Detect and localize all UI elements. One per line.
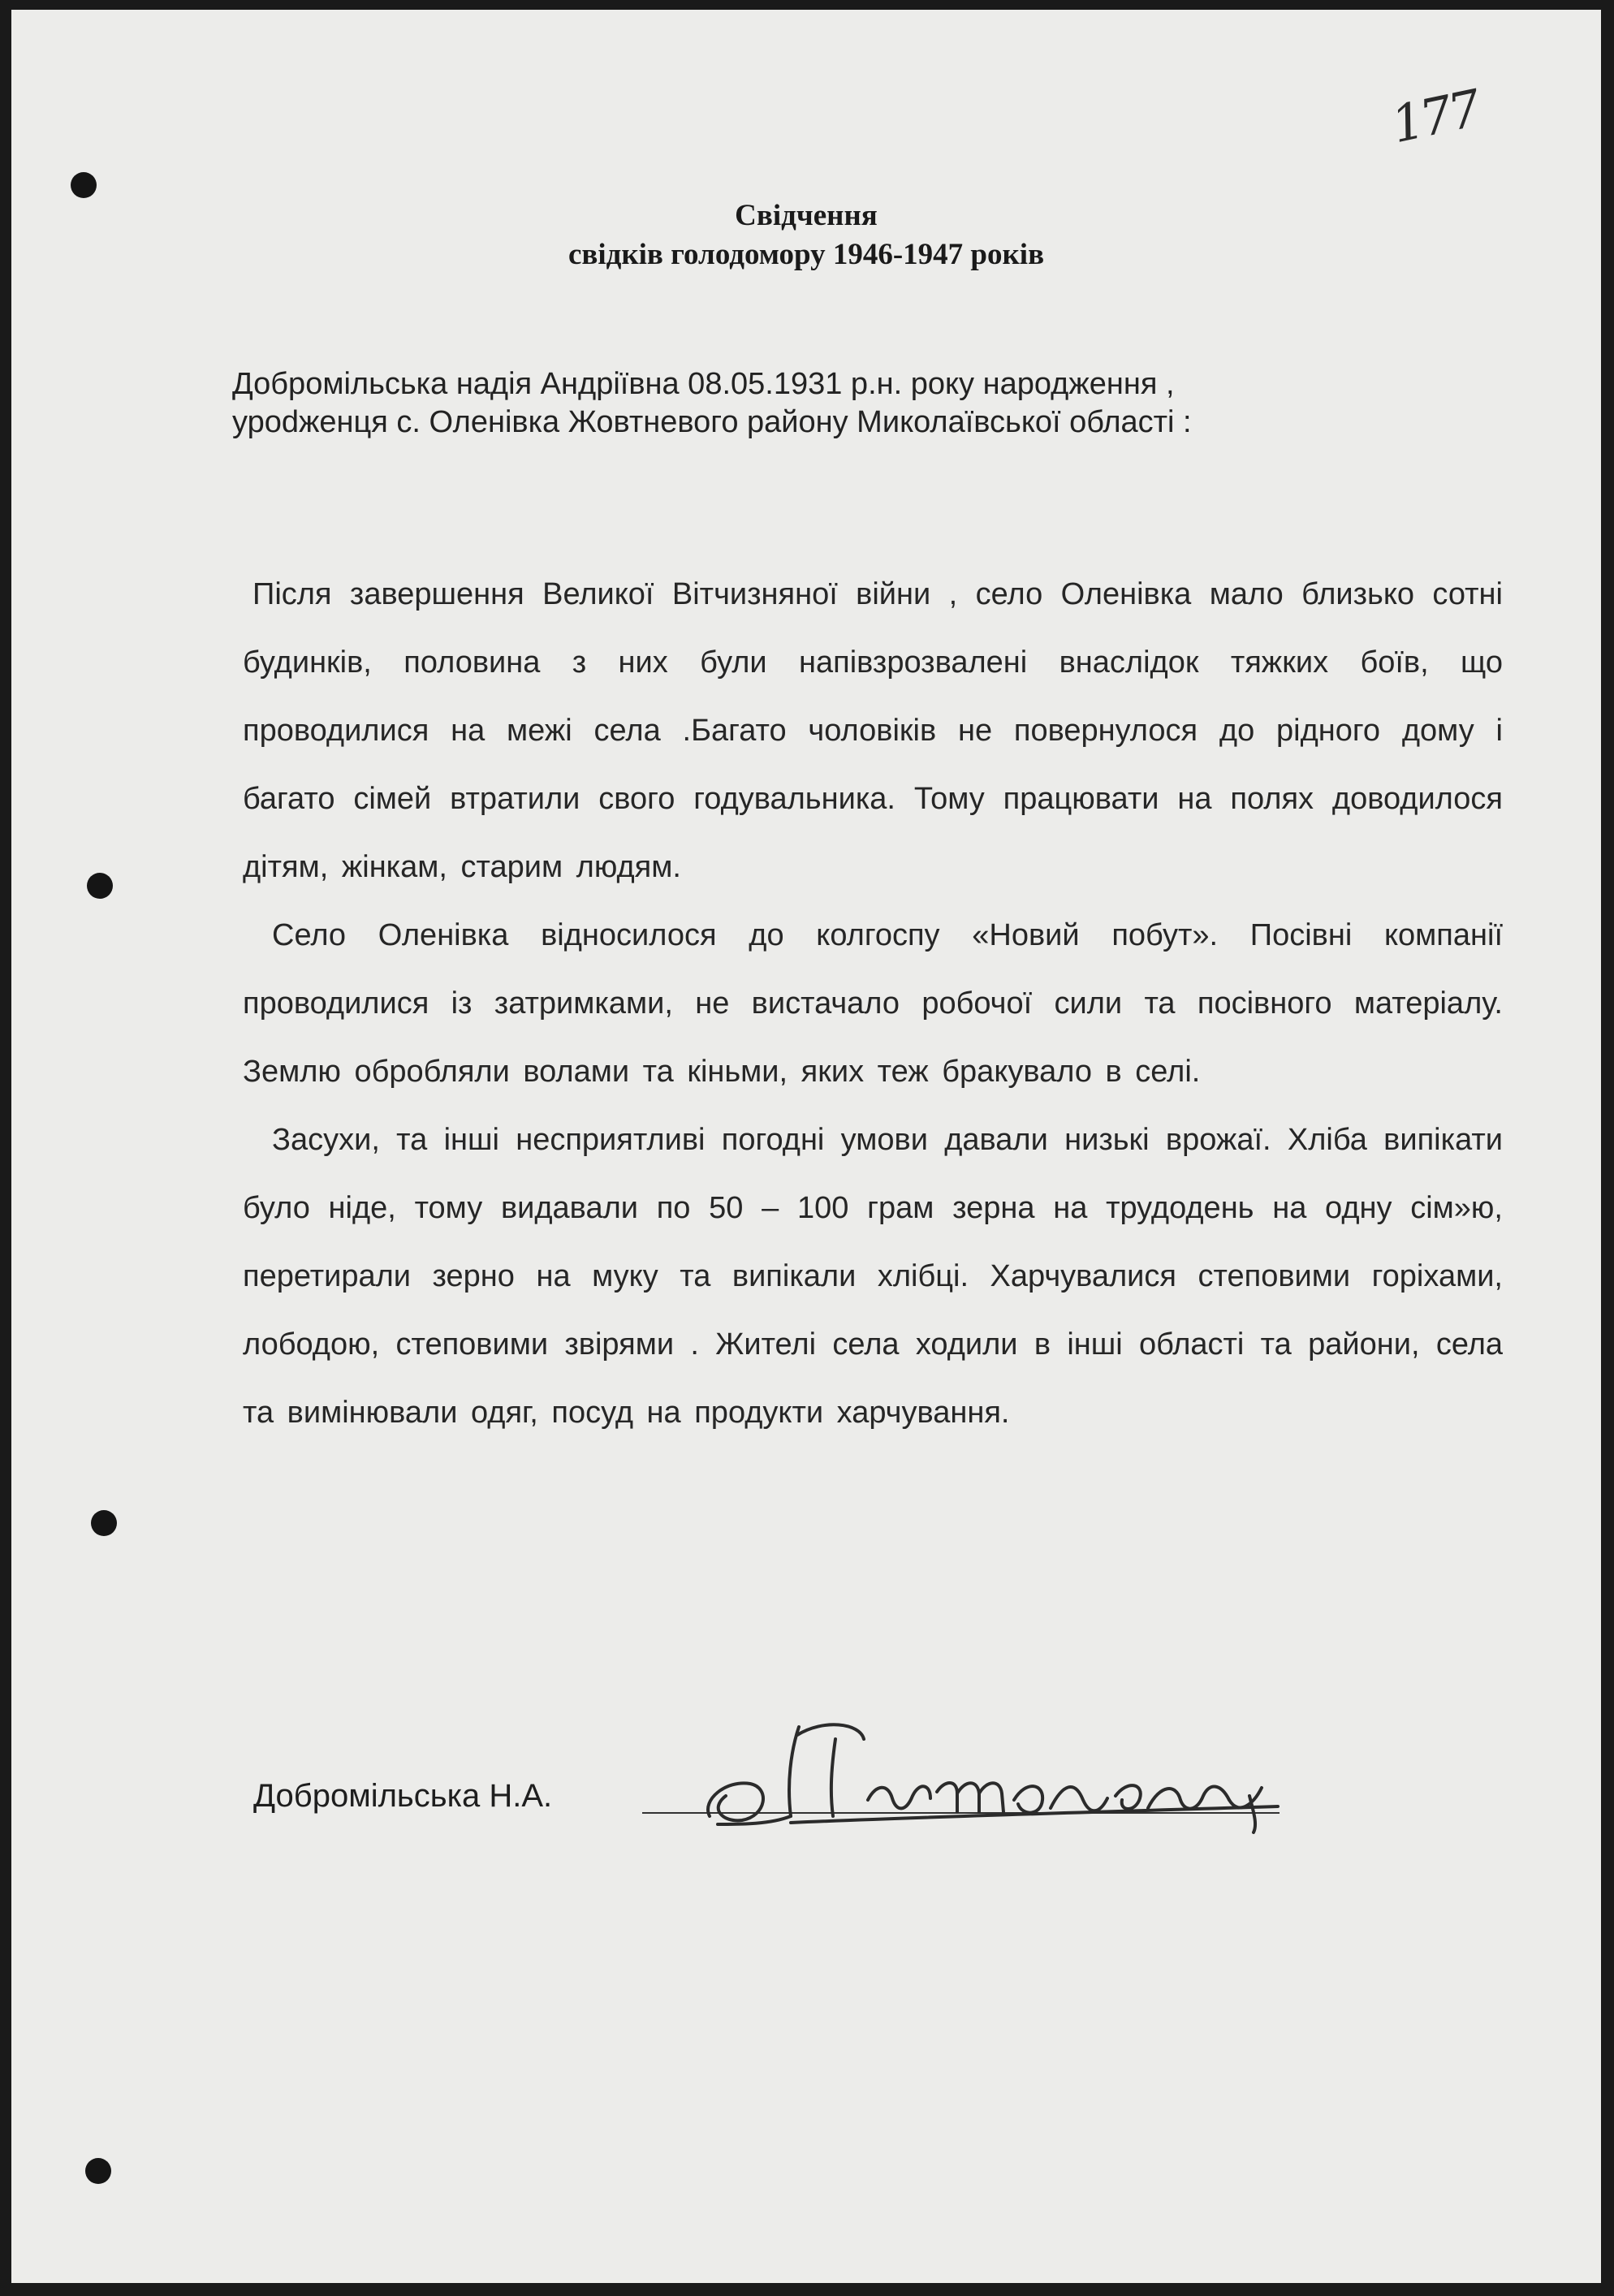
testimony-body	[243, 560, 1503, 1447]
punch-hole	[71, 172, 97, 198]
punch-hole	[85, 2158, 111, 2184]
handwritten-signature	[693, 1703, 1286, 1841]
punch-hole	[87, 873, 113, 899]
document-title: Свідчення	[735, 199, 878, 232]
archive-page-number: 177	[1386, 78, 1483, 155]
testimony-paragraph: Засухи, та інші несприятливі погодні умови давали низькі врожаї. Хліба випікати було ніде, тому видавали по 50 – 100 грам зерна на трудодень на одну сім»ю, перетирали зерно на муку та випікали хлібці. Харчувалися степовими горіхами, лободою, степовими звірями . Жителі села ходили в інші області та райони, села та вимінювали одяг, посуд на продукти харчування.	[243, 1123, 1503, 1430]
document-subtitle: свідків голодомору 1946-1947 років	[567, 238, 1045, 271]
witness-info-line-2: урodженця с. Оленівка Жовтневого району Миколаївської області :	[232, 405, 1192, 439]
document-page	[11, 10, 1601, 2283]
signatory-name: Добромільська Н.А.	[253, 1778, 553, 1814]
testimony-paragraph: Село Оленівка відносилося до колгоспу «Новий побут». Посівні компанії проводилися із затримками, не вистачало робочої сили та посівного матеріалу. Землю обробляли волами та кіньми, яких теж бракувало в селі.	[243, 918, 1503, 1089]
witness-info-line-1: Добромільська надія Андріївна 08.05.1931 р.н. року народження ,	[232, 367, 1175, 401]
punch-hole	[91, 1510, 117, 1536]
testimony-paragraph: Після завершення Великої Вітчизняної війни , село Оленівка мало близько сотні будинків, половина з них були напівзрозвалені внаслідок тяжких боїв, що проводилися на межі села .Багато чоловіків не повернулося до рідного дому і багато сімей втратили свого годувальника. Тому працювати на полях доводилося дітям, жінкам, старим людям.	[243, 577, 1503, 884]
